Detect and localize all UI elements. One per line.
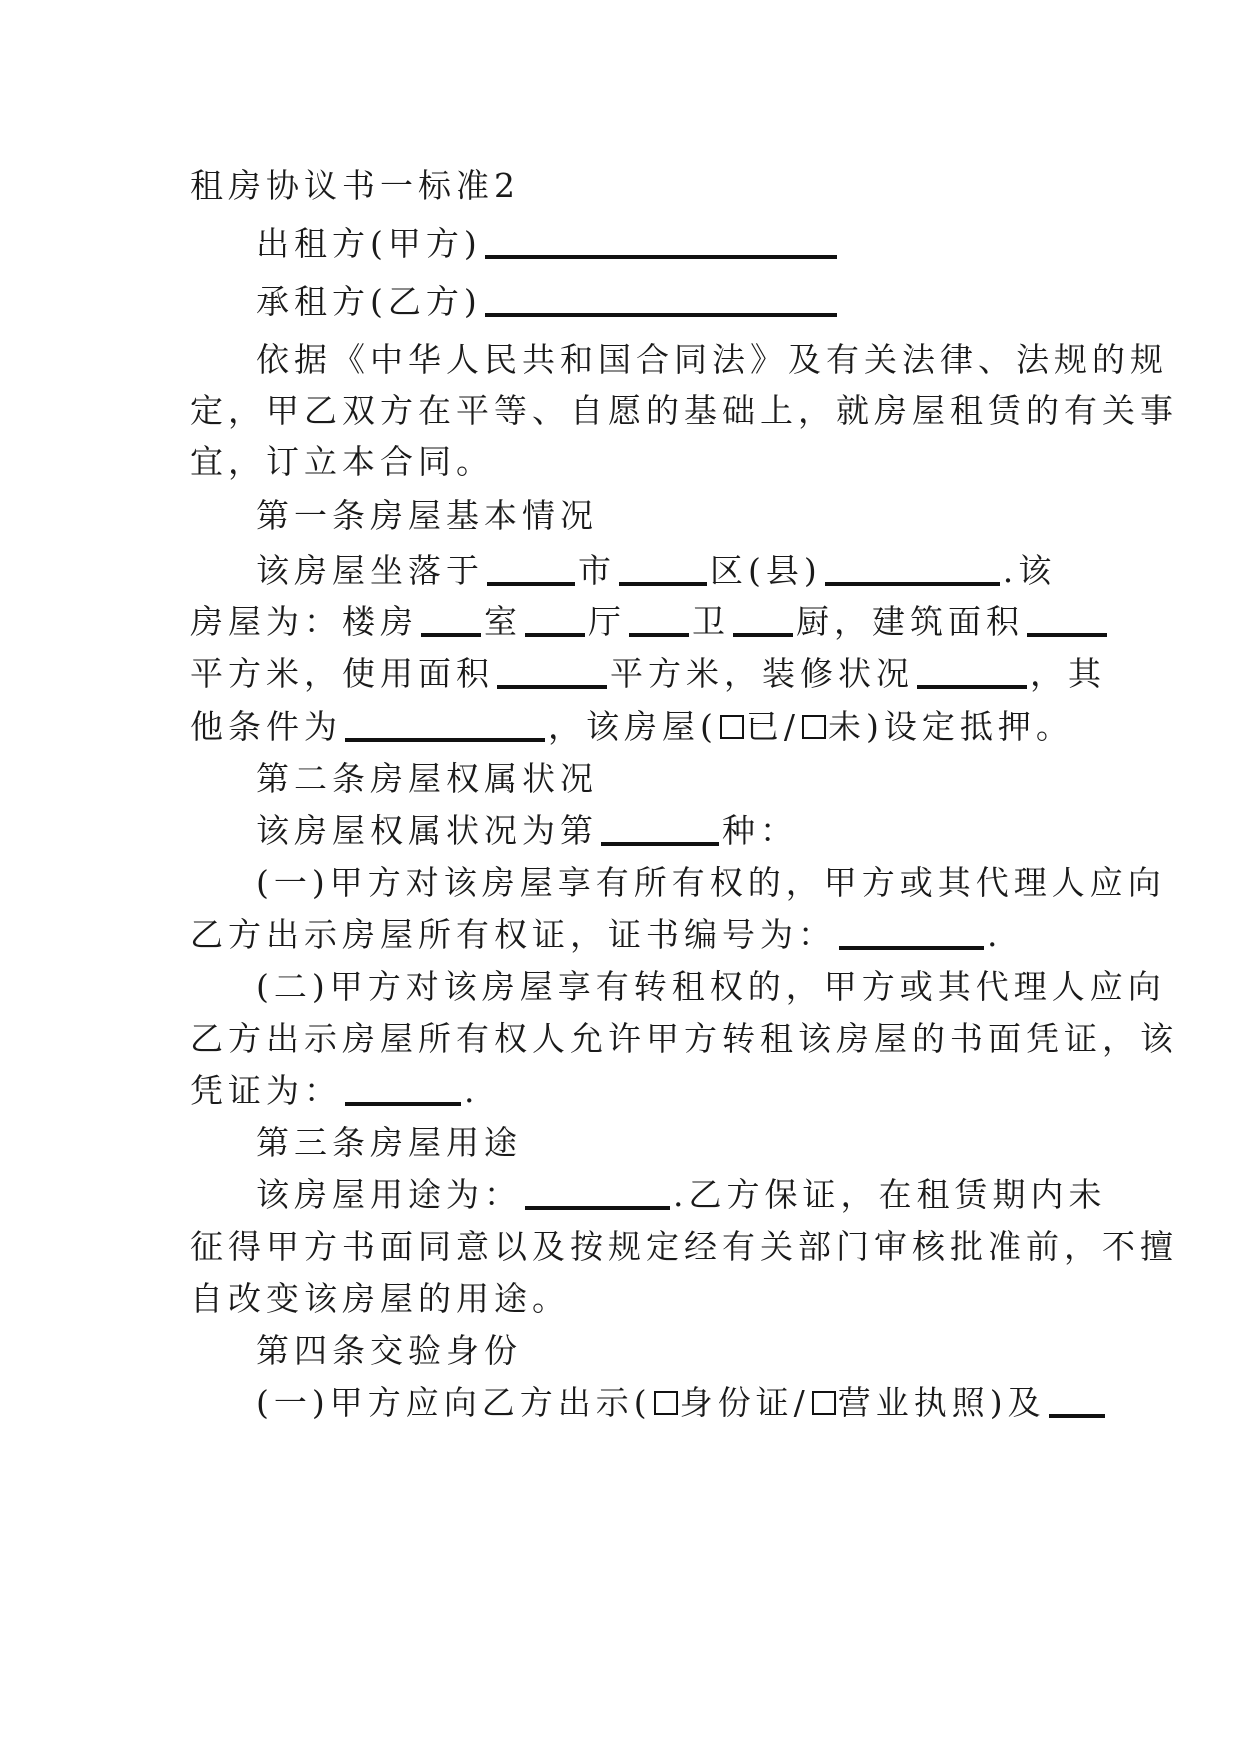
preamble-line-2: 定，甲乙双方在平等、自愿的基础上，就房屋租赁的有关事 [190,391,1178,430]
lessee-blank [485,313,837,317]
kitchens-blank [733,633,793,637]
other-documents-blank [1049,1414,1105,1418]
article2-para2-line-2: 乙方出示房屋所有权人允许甲方转租该房屋的书面凭证，该 [190,1019,1178,1058]
article1-line-2: 房屋为：楼房 室 厅 卫 厨，建筑面积 [190,593,1050,651]
article4-line-1: (一)甲方应向乙方出示( 身份证/ 营业执照)及 [256,1374,1050,1432]
article1-heading: 第一条房屋基本情况 [256,496,598,535]
article3-heading: 第三条房屋用途 [256,1123,522,1162]
mortgage-no-checkbox [802,715,826,739]
baths-blank [629,633,689,637]
address-blank [825,582,1000,586]
decoration-blank [917,685,1027,689]
article2-line-1: 该房屋权属状况为第 种： [256,811,798,850]
business-license-checkbox [812,1391,836,1415]
article3-line-1: 该房屋用途为： .乙方保证，在租赁期内未 [256,1175,1107,1214]
rooms-blank [421,633,481,637]
lessor-label: 出租方(甲方) [256,224,482,263]
article4-heading: 第四条交验身份 [256,1331,522,1370]
preamble-line-3: 宜，订立本合同。 [190,442,494,481]
article2-para1-line-2: 乙方出示房屋所有权证，证书编号为： . [190,915,1003,954]
document-title: 租房协议书一标准2 [190,166,520,205]
article2-para2-line-1: (二)甲方对该房屋享有转租权的，甲方或其代理人应向 [256,967,1166,1006]
district-blank [619,582,707,586]
article1-line-1: 该房屋坐落于 市 区(县) .该 [256,551,1057,590]
lessee-line [256,273,1050,331]
article2-heading: 第二条房屋权属状况 [256,759,598,798]
article1-line-3: 平方米，使用面积 平方米，装修状况 ，其 [190,654,1106,693]
city-blank [487,582,575,586]
lessor-blank [485,255,837,259]
id-card-checkbox [654,1391,678,1415]
voucher-blank [345,1102,461,1106]
article3-line-3: 自改变该房屋的用途。 [190,1279,570,1318]
article1-line-4: 他条件为 ，该房屋( 已/ 未)设定抵押。 [190,707,1074,746]
lessee-label: 承租方(乙方) [256,282,482,321]
ownership-type-blank [601,842,719,846]
building-area-blank [1027,633,1107,637]
lessor-line [256,215,1050,273]
article3-line-2: 征得甲方书面同意以及按规定经有关部门审核批准前，不擅 [190,1227,1178,1266]
article2-para1-line-1: (一)甲方对该房屋享有所有权的，甲方或其代理人应向 [256,863,1166,902]
usable-area-blank [497,685,607,689]
mortgage-yes-checkbox [720,715,744,739]
halls-blank [525,633,585,637]
preamble-line-1: 依据《中华人民共和国合同法》及有关法律、法规的规 [256,340,1168,379]
article2-para2-line-3: 凭证为： . [190,1071,480,1110]
other-conditions-blank [345,738,545,742]
certificate-number-blank [839,946,984,950]
usage-blank [525,1206,670,1210]
